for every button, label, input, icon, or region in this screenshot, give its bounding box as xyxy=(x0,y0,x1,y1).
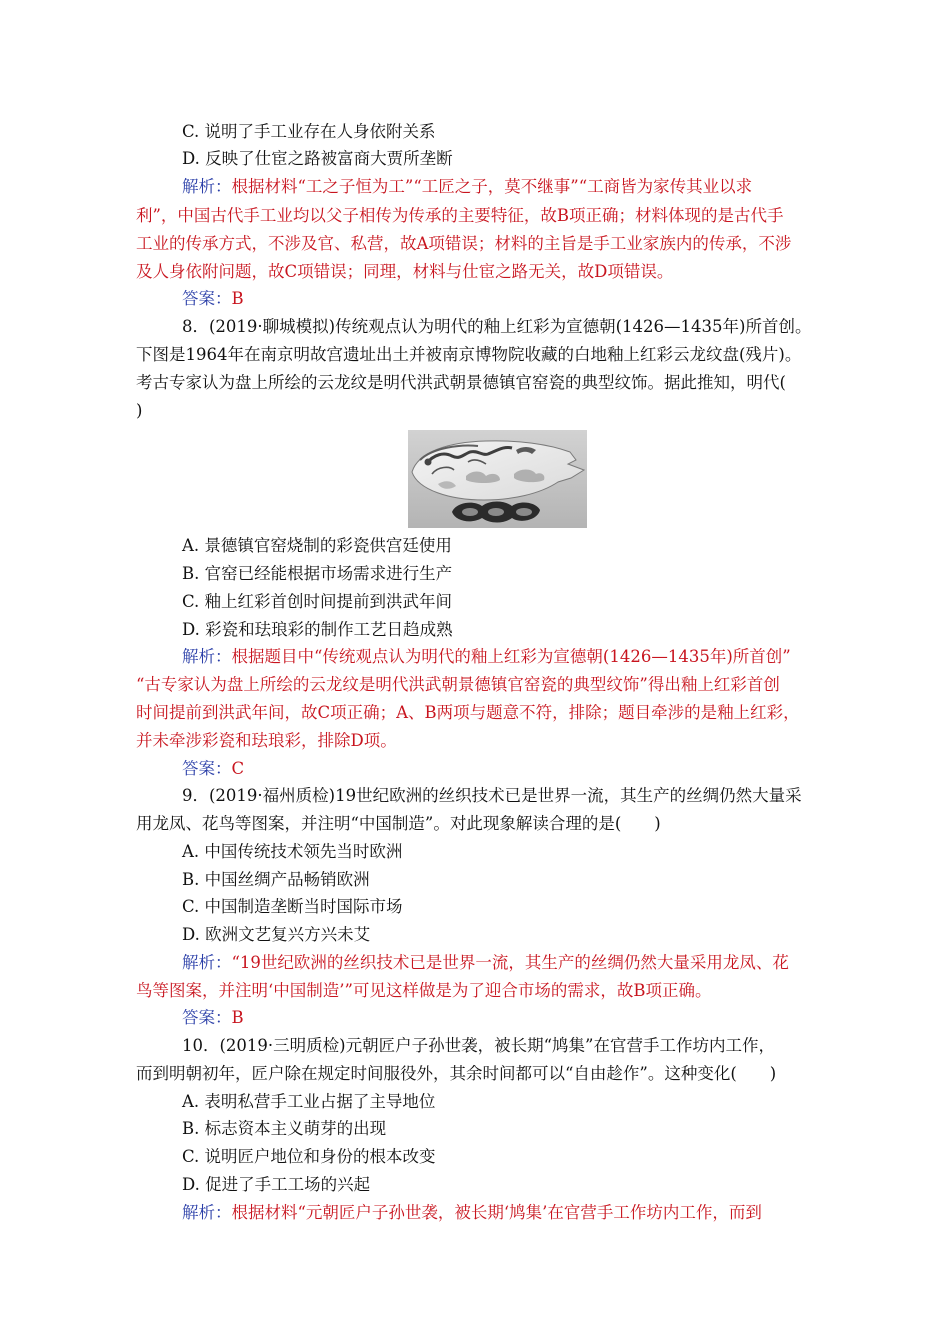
analysis-text: 根据材料“元朝匠户子孙世袭，被长期‘鸠集’在官营手工作坊内工作，而到 xyxy=(231,1203,762,1222)
q7-analysis-line: 利”，中国古代手工业均以父子相传为传承的主要特征，故B项正确；材料体现的是古代手 xyxy=(136,206,784,225)
q8-analysis-line: 时间提前到洪武年间，故C项正确；A、B两项与题意不符，排除；题目牵涉的是釉上红彩， xyxy=(136,703,800,722)
q8-stem-line: 8．(2019·聊城模拟)传统观点认为明代的釉上红彩为宣德朝(1426—1435年)所首创。 xyxy=(182,317,812,336)
q7-answer xyxy=(182,285,244,312)
analysis-label: 解析： xyxy=(182,647,232,666)
q7-analysis-line: 工业的传承方式，不涉及官、私营，故A项错误；材料的主旨是手工业家族内的传承，不涉 xyxy=(136,234,792,253)
q10-option-a: A. 表明私营手工业占据了主导地位 xyxy=(182,1092,436,1111)
analysis-text: 根据材料“工之子恒为工”“工匠之子，莫不继事”“工商皆为家传其业以求 xyxy=(231,177,753,196)
analysis-label: 解析： xyxy=(182,1203,232,1222)
q8-answer xyxy=(182,755,244,782)
q9-answer xyxy=(182,1004,244,1031)
porcelain-plate-fragment-image xyxy=(408,430,587,528)
q9-analysis-line: 鸟等图案，并注明‘中国制造’”可见这样做是为了迎合市场的需求，故B项正确。 xyxy=(136,981,712,1000)
q7-analysis-line: 及人身依附问题，故C项错误；同理，材料与仕宦之路无关，故D项错误。 xyxy=(136,262,674,281)
q9-option-c: C. 中国制造垄断当时国际市场 xyxy=(182,897,403,916)
q8-option-c: C. 釉上红彩首创时间提前到洪武年间 xyxy=(182,592,453,611)
q10-option-b: B. 标志资本主义萌芽的出现 xyxy=(182,1119,387,1138)
q7-option-c: C. 说明了手工业存在人身依附关系 xyxy=(182,122,436,141)
q10-stem-line: 而到明朝初年，匠户除在规定时间服役外，其余时间都可以“自由趁作”。这种变化( ) xyxy=(136,1064,777,1083)
answer-label: 答案： xyxy=(182,1008,232,1027)
q8-stem-line: ) xyxy=(136,401,143,420)
answer-value: C xyxy=(231,759,245,778)
answer-value: B xyxy=(231,289,244,308)
q9-analysis-line xyxy=(182,949,789,976)
analysis-label: 解析： xyxy=(182,177,232,196)
analysis-text: “19世纪欧洲的丝织技术已是世界一流，其生产的丝绸仍然大量采用龙凤、花 xyxy=(231,953,789,972)
q9-option-b: B. 中国丝绸产品畅销欧洲 xyxy=(182,870,370,889)
q8-analysis-line: “古专家认为盘上所绘的云龙纹是明代洪武朝景德镇官窑瓷的典型纹饰”得出釉上红彩首创 xyxy=(136,675,780,694)
q7-analysis-line xyxy=(182,173,752,200)
q9-stem-line: 9．(2019·福州质检)19世纪欧洲的丝织技术已是世界一流，其生产的丝绸仍然大量采 xyxy=(182,786,802,805)
answer-label: 答案： xyxy=(182,759,232,778)
answer-label: 答案： xyxy=(182,289,232,308)
q10-option-c: C. 说明匠户地位和身份的根本改变 xyxy=(182,1147,436,1166)
q10-analysis-line xyxy=(182,1199,762,1226)
analysis-label: 解析： xyxy=(182,953,232,972)
analysis-text: 根据题目中“传统观点认为明代的釉上红彩为宣德朝(1426—1435年)所首创” xyxy=(231,647,791,666)
q8-option-b: B. 官窑已经能根据市场需求进行生产 xyxy=(182,564,453,583)
answer-value: B xyxy=(231,1008,244,1027)
q8-analysis-line: 并未牵涉彩瓷和珐琅彩，排除D项。 xyxy=(136,731,397,750)
q8-stem-line: 考古专家认为盘上所绘的云龙纹是明代洪武朝景德镇官窑瓷的典型纹饰。据此推知，明代( xyxy=(136,373,786,392)
q8-option-a: A. 景德镇官窑烧制的彩瓷供宫廷使用 xyxy=(182,536,452,555)
q8-option-d: D. 彩瓷和珐琅彩的制作工艺日趋成熟 xyxy=(182,620,453,639)
q9-option-d: D. 欧洲文艺复兴方兴未艾 xyxy=(182,925,371,944)
q10-stem-line: 10．(2019·三明质检)元朝匠户子孙世袭，被长期“鸠集”在官营手工作坊内工作， xyxy=(182,1036,775,1055)
q9-stem-line: 用龙凤、花鸟等图案，并注明“中国制造”。对此现象解读合理的是( ) xyxy=(136,814,661,833)
q9-option-a: A. 中国传统技术领先当时欧洲 xyxy=(182,842,403,861)
q8-analysis-line xyxy=(182,643,791,670)
q8-stem-line: 下图是1964年在南京明故宫遗址出土并被南京博物院收藏的白地釉上红彩云龙纹盘(残片)。 xyxy=(136,345,802,364)
q7-option-d: D. 反映了仕宦之路被富商大贾所垄断 xyxy=(182,149,453,168)
q10-option-d: D. 促进了手工工场的兴起 xyxy=(182,1175,371,1194)
